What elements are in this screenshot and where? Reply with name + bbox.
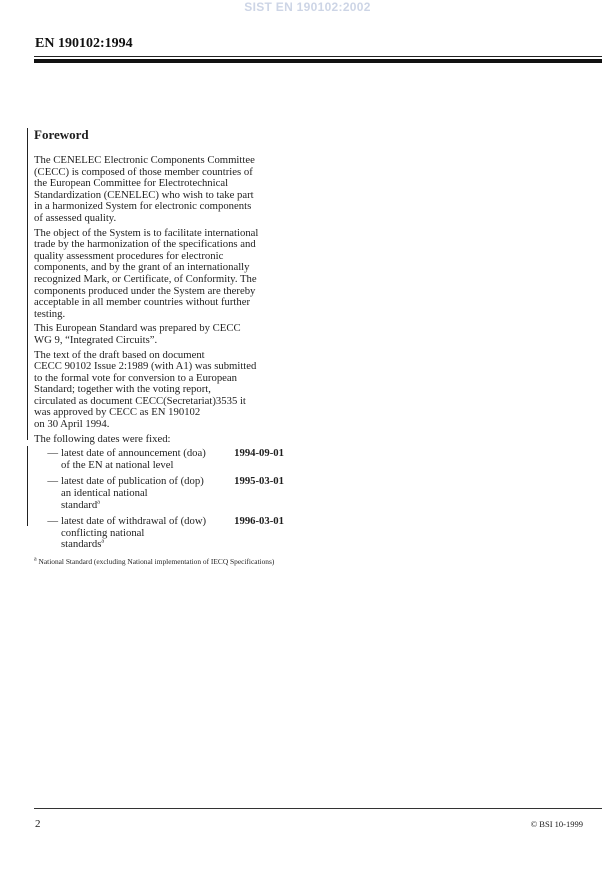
date-label: latest date of announcement (doa)	[61, 447, 206, 460]
change-bar	[27, 128, 28, 440]
date-label: latest date of withdrawal of (dow)	[61, 515, 207, 528]
paragraph-draft: The text of the draft based on document CECC 90102 Issue 2:1989 (with A1) was submitted to the formal vote for conversion to a European Standard; together with the voting report, circulated as document CECC(Secretariat)3535 it was approved by CECC as EN 190102 on 30 April 1994.	[34, 348, 257, 431]
dash-mark: —	[47, 515, 58, 528]
date-description: conflicting national standards	[61, 526, 145, 551]
paragraph-object: The object of the System is to facilitate international trade by the harmonization of the specifications and quality assessment procedures for electronic components, and by the grant of an internationally recognized Mark, or Certificate, of Conformity. The components produced under the System are thereby acceptable in all member countries without further testing.	[34, 226, 259, 320]
date-value: 1994-09-01	[234, 447, 284, 460]
footnote-mark: a	[34, 556, 37, 563]
header-rule-thick	[34, 59, 602, 63]
footnote-marker: a	[101, 538, 105, 545]
date-item-dop	[34, 476, 284, 511]
paragraph-prepared-by: This European Standard was prepared by CECC WG 9, “Integrated Circuits”.	[34, 322, 241, 346]
footer-rule	[34, 808, 602, 809]
date-value: 1995-03-01	[234, 475, 284, 488]
date-description: an identical national standard	[61, 487, 148, 511]
footnote-text: National Standard (excluding National implementation of IECQ Specifications)	[36, 557, 275, 566]
change-bar	[27, 446, 28, 526]
page-number: 2	[35, 818, 41, 830]
date-label: latest date of publication of (dop)	[61, 475, 204, 488]
document-id: EN 190102:1994	[35, 36, 133, 51]
date-item-doa	[34, 448, 284, 471]
dash-mark: —	[47, 475, 58, 488]
watermark: SIST EN 190102:2002	[244, 0, 371, 14]
copyright: © BSI 10-1999	[530, 819, 583, 829]
date-value: 1996-03-01	[234, 515, 284, 528]
section-title: Foreword	[34, 127, 89, 142]
footnote-marker: a	[97, 499, 100, 506]
date-description: of the EN at national level	[61, 458, 174, 471]
footnote	[34, 557, 284, 567]
dash-mark: —	[47, 447, 58, 460]
date-list	[34, 448, 284, 551]
paragraph-dates-intro: The following dates were fixed:	[34, 432, 171, 445]
header-rule-thin	[34, 56, 602, 57]
foreword-section	[34, 128, 284, 567]
paragraph-cecc: The CENELEC Electronic Components Committee (CECC) is composed of those member countries of the European Committee for Electrotechnical Standardization (CENELEC) who wish to take part in a harmonized System for electronic components of assessed quality.	[34, 154, 255, 224]
date-item-dow	[34, 516, 284, 551]
